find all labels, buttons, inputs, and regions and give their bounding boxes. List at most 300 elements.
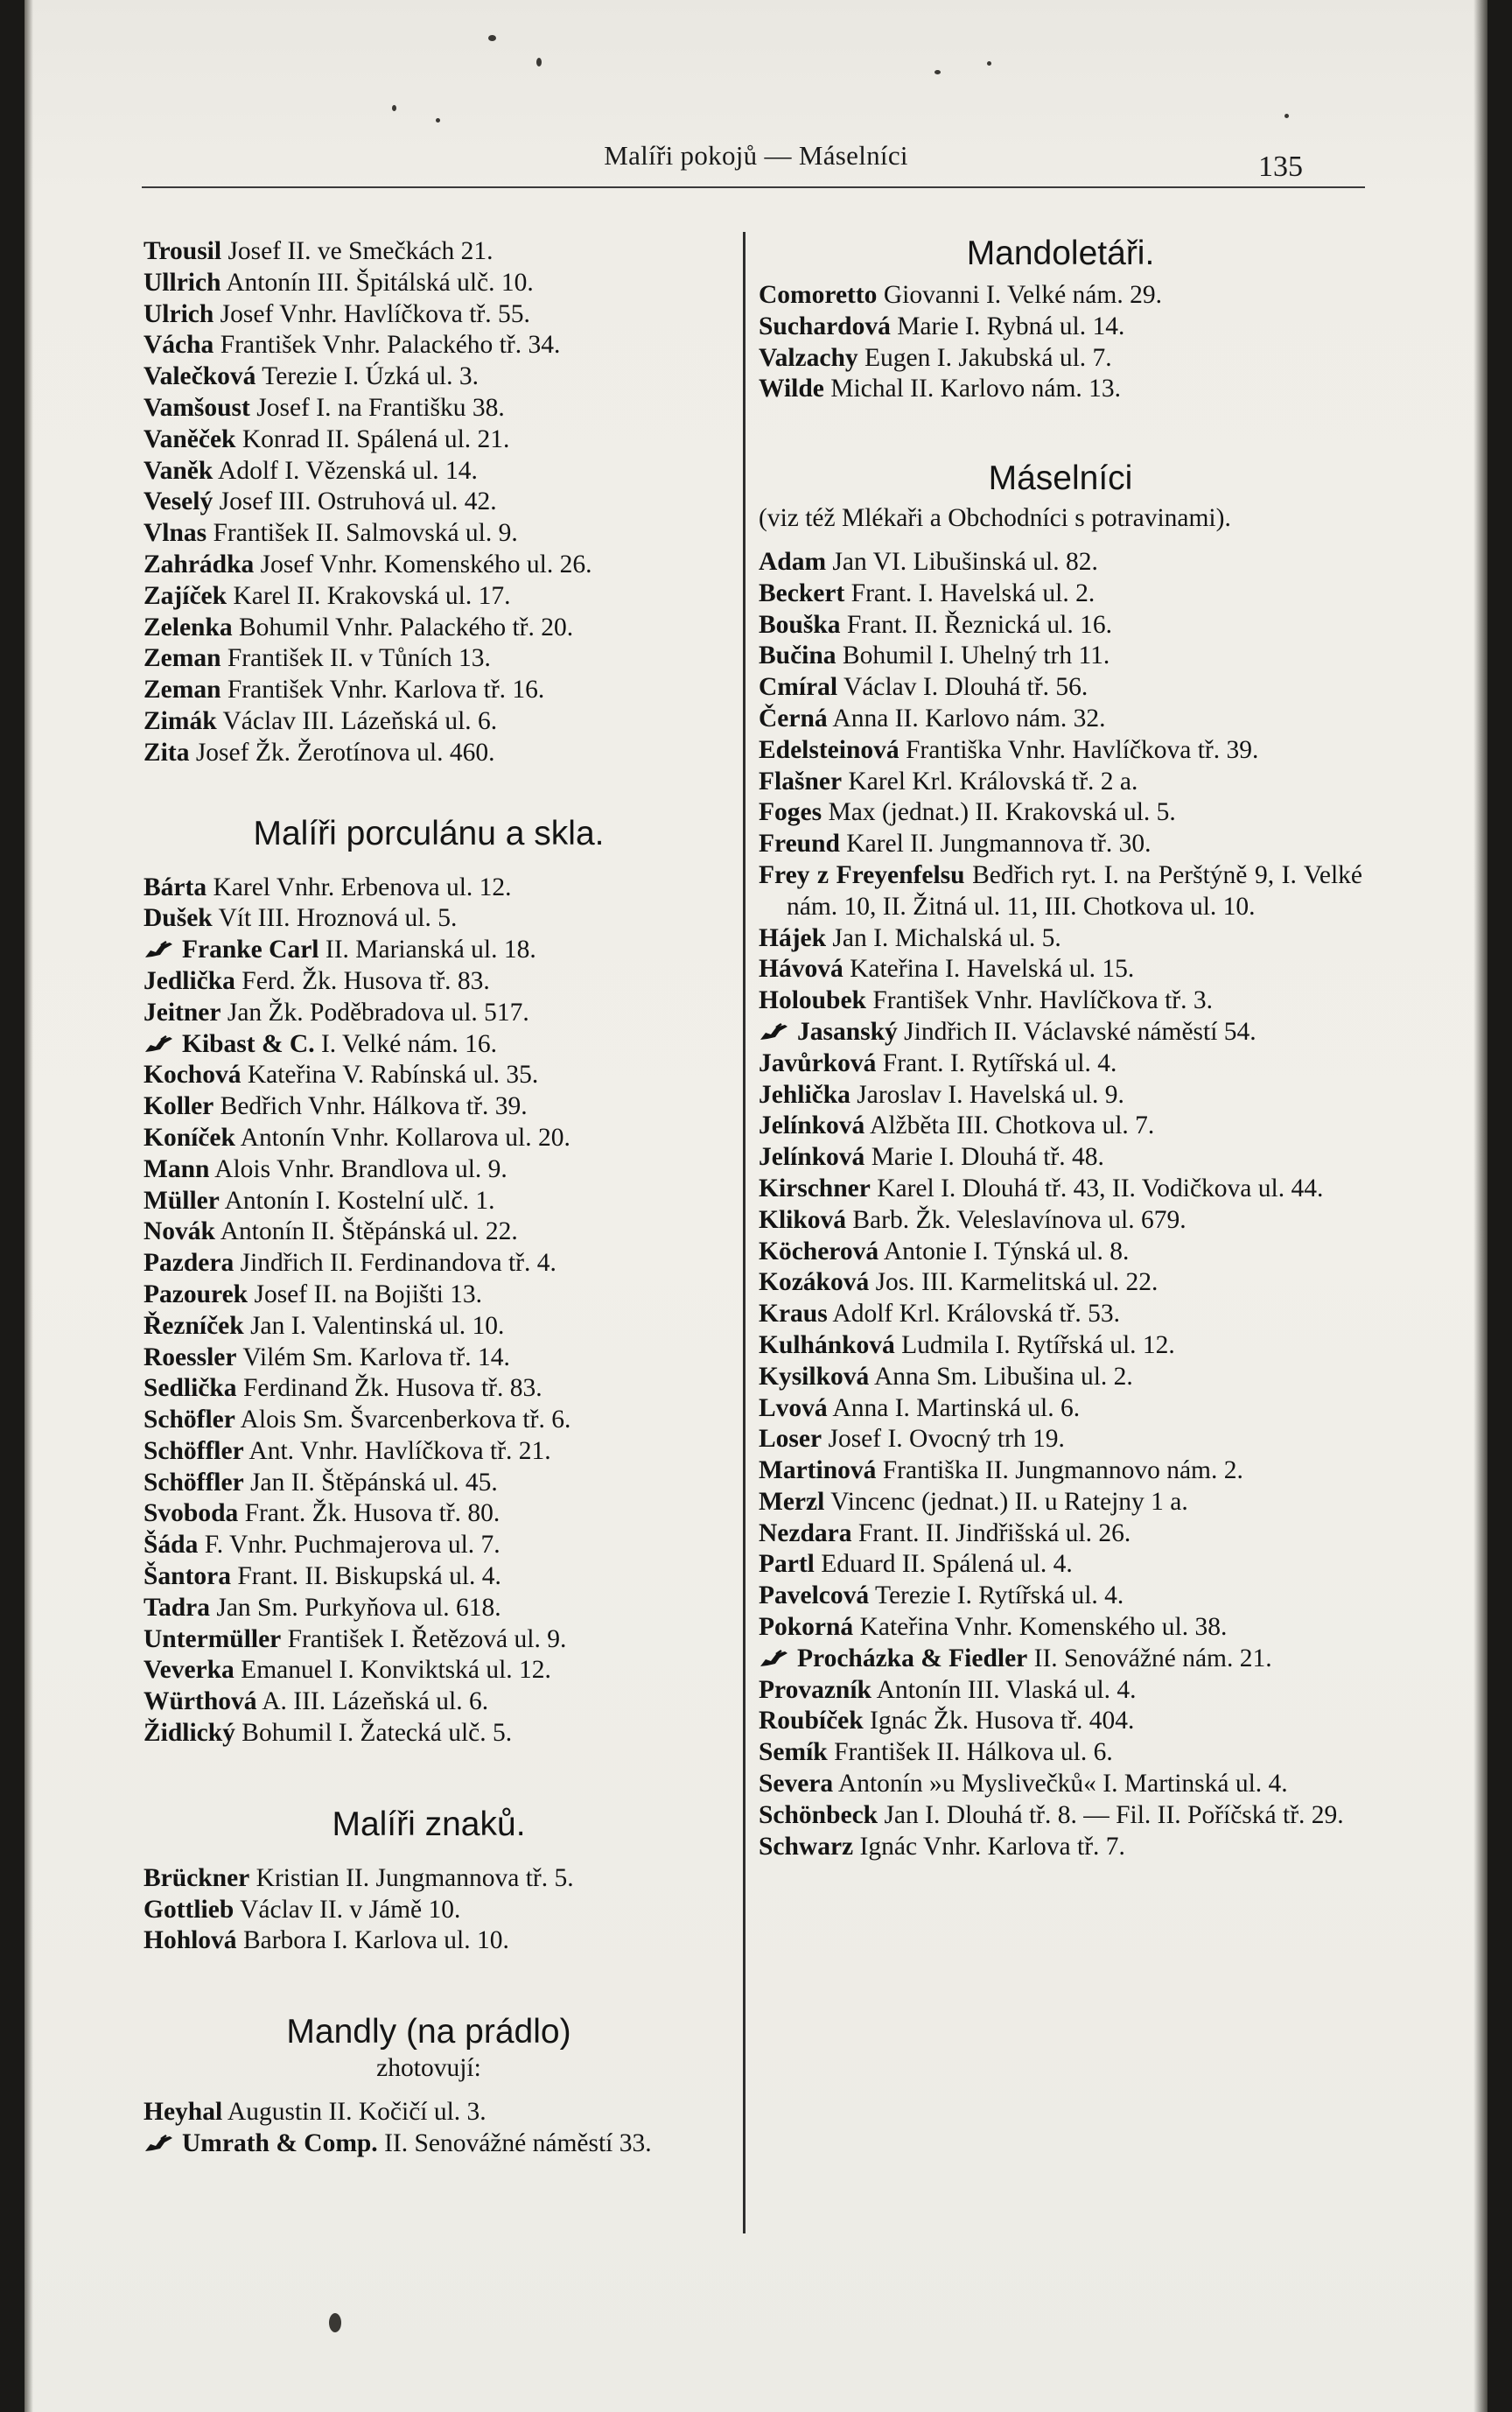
entry-name: Schöffler <box>144 1436 244 1465</box>
entry-details: Michal II. Karlovo nám. 13. <box>823 375 1122 403</box>
entry-name: Jelínková <box>759 1111 865 1140</box>
entry-name: Köcherová <box>759 1237 879 1266</box>
directory-entry <box>759 1174 1362 1205</box>
entry-name: Javůrková <box>759 1048 877 1077</box>
directory-entry <box>144 550 714 581</box>
entry-name: Hohlová <box>144 1926 237 1955</box>
entry-details: Josef I. Ovocný trh 19. <box>822 1425 1065 1454</box>
entry-name: Veselý <box>144 487 214 516</box>
entry-details: Jos. III. Karmelitská ul. 22. <box>869 1268 1158 1297</box>
pointing-hand-icon <box>144 940 175 959</box>
directory-entry <box>144 1280 714 1311</box>
entry-name: Severa <box>759 1770 834 1798</box>
directory-entry <box>144 2128 714 2160</box>
directory-entry <box>759 1330 1362 1362</box>
directory-entry <box>144 1530 714 1561</box>
entry-details: Josef Vnhr. Komenského ul. 26. <box>254 550 592 578</box>
directory-entry <box>759 829 1362 860</box>
left-column <box>144 236 714 2160</box>
directory-entry <box>759 547 1362 578</box>
entry-details: Josef Vnhr. Havlíčkova tř. 55. <box>214 299 530 328</box>
entry-details: Ferd. Žk. Husova tř. 83. <box>234 966 490 995</box>
entry-name: Martinová <box>759 1456 877 1485</box>
entry-details: Jindřich II. Ferdinandova tř. 4. <box>234 1249 556 1278</box>
entry-details: Alois Sm. Švarcenberkova tř. 6. <box>234 1406 571 1434</box>
entry-details: František II. Hálkova ul. 6. <box>827 1738 1113 1767</box>
entry-details: Jan I. Valentinská ul. 10. <box>243 1311 505 1340</box>
entry-name: Kochová <box>144 1061 242 1090</box>
section-subtitle-mangles: zhotovují: <box>376 2054 481 2083</box>
entry-details: Frant. Žk. Husova tř. 80. <box>238 1499 500 1528</box>
directory-entry <box>759 1424 1362 1455</box>
entry-name: Partl <box>759 1550 815 1579</box>
running-head: Malíři pokojů — Máselníci <box>604 140 908 171</box>
entry-name: Edelsteinová <box>759 735 900 764</box>
entry-name: Merzl <box>759 1487 825 1516</box>
entry-details: Barb. Žk. Veleslavínova ul. 679. <box>846 1205 1186 1234</box>
entry-name: Kulhánková <box>759 1330 895 1359</box>
directory-entry <box>144 1217 714 1248</box>
entry-details: Josef I. na Františku 38. <box>249 393 505 422</box>
directory-entry <box>759 641 1362 672</box>
directory-entry <box>759 1549 1362 1581</box>
entry-name: Židlický <box>144 1719 235 1748</box>
directory-entry <box>144 393 714 424</box>
entry-details: Terezie I. Rytířská ul. 4. <box>869 1581 1124 1610</box>
entry-details: Frant. II. Biskupská ul. 4. <box>230 1562 501 1591</box>
entry-name: Cmíral <box>759 673 838 702</box>
directory-entry <box>144 330 714 361</box>
entry-details: Ludmila I. Rytířská ul. 12. <box>894 1330 1175 1359</box>
directory-entry <box>144 581 714 613</box>
directory-entry <box>759 610 1362 642</box>
entry-name: Schöfler <box>144 1406 235 1434</box>
entry-details: Anna Sm. Libušina ul. 2. <box>869 1362 1133 1391</box>
entry-details: Karel Vnhr. Erbenova ul. 12. <box>206 873 512 901</box>
page-edge-shadow-right <box>1474 0 1488 2412</box>
entry-details: A. III. Lázeňská ul. 6. <box>256 1687 489 1716</box>
entry-name: Heyhal <box>144 2098 223 2127</box>
mangle-makers-list <box>144 2097 714 2160</box>
entry-name: Tadra <box>144 1593 210 1622</box>
directory-entry <box>759 1299 1362 1330</box>
entry-details: Antonín III. Vlaská ul. 4. <box>871 1675 1137 1704</box>
ink-speck <box>1284 114 1289 118</box>
entry-details: Frant. II. Jindřišská ul. 26. <box>851 1518 1131 1547</box>
entry-details: Antonín I. Kostelní ulč. 1. <box>219 1186 495 1215</box>
directory-entry <box>144 1498 714 1530</box>
section-note-butter-merchants: (viz též Mlékaři a Obchodníci s potravinami). <box>759 504 1231 533</box>
directory-entry <box>144 675 714 706</box>
entry-name: Vaněk <box>144 456 214 485</box>
directory-entry <box>144 613 714 644</box>
directory-entry <box>759 1644 1362 1675</box>
entry-name: Jasanský <box>797 1017 898 1046</box>
entry-name: Zajíček <box>144 581 228 610</box>
directory-entry <box>144 966 714 998</box>
directory-entry <box>759 985 1362 1017</box>
directory-entry <box>759 735 1362 767</box>
entry-details: Josef Žk. Žerotínova ul. 460. <box>189 738 495 767</box>
entry-name: Procházka & Fiedler <box>797 1644 1028 1672</box>
entry-details: Giovanni I. Velké nám. 29. <box>877 281 1162 309</box>
entry-name: Zimák <box>144 706 217 735</box>
entry-name: Kliková <box>759 1205 846 1234</box>
directory-entry <box>144 1925 714 1957</box>
directory-entry <box>144 998 714 1029</box>
directory-entry <box>759 1675 1362 1707</box>
entry-name: Würthová <box>144 1687 257 1716</box>
entry-name: Comoretto <box>759 281 878 309</box>
directory-entry <box>759 797 1362 829</box>
directory-entry <box>144 1373 714 1405</box>
directory-entry <box>759 1769 1362 1800</box>
mandolin-makers-list <box>759 280 1362 405</box>
directory-entry <box>759 1518 1362 1550</box>
entry-name: Freund <box>759 830 840 859</box>
directory-entry <box>759 860 1362 923</box>
entry-details: Jan I. Michalská ul. 5. <box>826 923 1061 952</box>
entry-name: Gottlieb <box>144 1895 234 1924</box>
entry-name: Vlnas <box>144 519 207 548</box>
directory-entry <box>759 1205 1362 1237</box>
entry-details: Terezie I. Úzká ul. 3. <box>256 362 479 391</box>
entry-details: Jindřich II. Václavské náměstí 54. <box>897 1017 1256 1046</box>
directory-entry <box>759 343 1362 375</box>
entry-details: Bohumil I. Uhelný trh 11. <box>836 642 1110 670</box>
section-heading-mandolin-makers: Mandoletáři. <box>966 235 1155 272</box>
directory-entry <box>144 1186 714 1217</box>
entry-name: Jedlička <box>144 966 235 995</box>
entry-details: Antonín III. Špitálská ulč. 10. <box>220 268 534 297</box>
ink-speck <box>488 35 496 41</box>
directory-entry <box>759 1832 1362 1863</box>
directory-entry <box>144 1718 714 1749</box>
directory-entry <box>144 873 714 904</box>
directory-entry <box>759 1487 1362 1518</box>
entry-name: Franke Carl <box>182 936 319 964</box>
ink-speck <box>536 58 542 67</box>
section-heading-porcelain-glass-painters: Malíři porculánu a skla. <box>253 814 605 852</box>
entry-details: Josef II. ve Smečkách 21. <box>221 237 494 265</box>
entry-name: Umrath & Comp. <box>182 2128 378 2157</box>
entry-details: Augustin II. Kočičí ul. 3. <box>222 2098 486 2127</box>
entry-details: Ignác Žk. Husova tř. 404. <box>863 1707 1135 1735</box>
directory-entry <box>759 374 1362 405</box>
entry-details: Vít III. Hroznová ul. 5. <box>212 904 458 933</box>
section-heading-butter-merchants: Máselníci <box>988 459 1133 498</box>
directory-entry <box>759 1737 1362 1769</box>
entry-details: Václav II. v Jámě 10. <box>234 1895 461 1924</box>
entry-name: Černá <box>759 704 828 733</box>
malíři-pokojů-list <box>144 236 714 769</box>
directory-entry <box>144 299 714 331</box>
entry-name: Veverka <box>144 1656 234 1685</box>
entry-name: Šantora <box>144 1562 231 1591</box>
directory-entry <box>759 578 1362 610</box>
ink-speck <box>436 118 440 123</box>
directory-entry <box>144 1624 714 1656</box>
entry-name: Zahrádka <box>144 550 255 578</box>
entry-details: Josef II. na Bojišti 13. <box>248 1280 483 1308</box>
directory-entry <box>144 1436 714 1468</box>
entry-details: II. Senovážné nám. 21. <box>1027 1644 1272 1672</box>
entry-details: Ignác Vnhr. Karlova tř. 7. <box>853 1832 1125 1861</box>
directory-entry <box>144 706 714 738</box>
entry-details: Ferdinand Žk. Husova tř. 83. <box>236 1374 542 1403</box>
butter-merchants-list <box>759 547 1362 1862</box>
entry-name: Roubíček <box>759 1707 864 1735</box>
entry-name: Dušek <box>144 904 213 933</box>
entry-name: Zita <box>144 738 190 767</box>
directory-entry <box>759 954 1362 985</box>
directory-entry <box>144 1029 714 1061</box>
directory-entry <box>144 268 714 299</box>
directory-entry <box>144 1060 714 1091</box>
entry-name: Flašner <box>759 767 843 796</box>
entry-details: Jan Sm. Purkyňova ul. 618. <box>209 1593 501 1622</box>
entry-name: Müller <box>144 1186 220 1215</box>
entry-name: Bárta <box>144 873 207 901</box>
entry-details: I. Velké nám. 16. <box>314 1029 497 1058</box>
entry-details: Konrad II. Spálená ul. 21. <box>235 424 510 453</box>
entry-name: Bouška <box>759 610 841 639</box>
entry-details: Jaroslav I. Havelská ul. 9. <box>850 1080 1124 1109</box>
directory-entry <box>144 518 714 550</box>
ink-speck <box>329 2313 341 2332</box>
directory-entry <box>759 1393 1362 1425</box>
entry-details: Antonín II. Štěpánská ul. 22. <box>214 1217 518 1246</box>
directory-entry <box>759 1048 1362 1080</box>
directory-entry <box>759 1080 1362 1111</box>
entry-name: Řezníček <box>144 1311 244 1340</box>
entry-details: Jan Žk. Poděbradova ul. 517. <box>220 998 529 1027</box>
section-heading-mangles: Mandly (na prádlo) <box>286 2013 571 2051</box>
entry-details: Jan I. Dlouhá tř. 8. — Fil. II. Poříčská tř. 29. <box>878 1800 1344 1829</box>
entry-name: Mann <box>144 1154 210 1183</box>
directory-entry <box>144 1686 714 1718</box>
entry-details: Frant. II. Řeznická ul. 16. <box>840 610 1112 639</box>
pointing-hand-icon <box>759 1649 790 1668</box>
directory-entry <box>759 312 1362 343</box>
entry-details: František Vnhr. Palackého tř. 34. <box>214 331 561 360</box>
entry-details: Antonín »u Myslivečků« I. Martinská ul. 4. <box>833 1770 1288 1798</box>
entry-name: Untermüller <box>144 1624 282 1653</box>
entry-details: Anna I. Martinská ul. 6. <box>827 1393 1081 1422</box>
pointing-hand-icon <box>144 2134 175 2153</box>
entry-details: František Vnhr. Havlíčkova tř. 3. <box>865 986 1213 1015</box>
entry-name: Foges <box>759 798 822 827</box>
directory-entry <box>144 1405 714 1436</box>
directory-entry <box>144 1468 714 1499</box>
entry-details: Adolf Krl. Královská tř. 53. <box>827 1300 1120 1329</box>
entry-name: Schöffler <box>144 1468 244 1497</box>
entry-details: Bohumil I. Žatecká ulč. 5. <box>234 1719 513 1748</box>
entry-name: Novák <box>144 1217 215 1246</box>
entry-name: Schwarz <box>759 1832 854 1861</box>
entry-details: F. Vnhr. Puchmajerova ul. 7. <box>198 1531 500 1560</box>
directory-entry <box>144 1311 714 1343</box>
header-rule <box>142 186 1365 188</box>
directory-entry <box>144 643 714 675</box>
pointing-hand-icon <box>144 1034 175 1054</box>
sign-painters-list <box>144 1863 714 1957</box>
directory-entry <box>759 1362 1362 1393</box>
entry-details: Karel I. Dlouhá tř. 43, II. Vodičkova ul. 44. <box>870 1174 1324 1202</box>
entry-name: Brückner <box>144 1863 250 1892</box>
entry-name: Sedlička <box>144 1374 237 1403</box>
directory-entry <box>759 1111 1362 1142</box>
directory-entry <box>759 1706 1362 1737</box>
directory-entry <box>759 1800 1362 1832</box>
entry-name: Kirschner <box>759 1174 871 1202</box>
entry-details: Eugen I. Jakubská ul. 7. <box>858 343 1112 372</box>
entry-details: Karel Krl. Královská tř. 2 a. <box>842 767 1138 796</box>
entry-details: Kateřina I. Havelská ul. 15. <box>843 955 1135 984</box>
entry-name: Lvová <box>759 1393 828 1422</box>
pointing-hand-icon <box>759 1022 790 1041</box>
entry-name: Nezdara <box>759 1518 852 1547</box>
entry-details: Františka II. Jungmannovo nám. 2. <box>876 1456 1243 1485</box>
porcelain-painters-list <box>144 873 714 1749</box>
entry-details: Antonín Vnhr. Kollarova ul. 20. <box>234 1123 570 1152</box>
entry-details: František II. v Tůních 13. <box>220 644 491 673</box>
entry-details: František I. Řetězová ul. 9. <box>281 1624 567 1653</box>
entry-name: Frey z Freyenfelsu <box>759 860 965 889</box>
directory-entry <box>759 1267 1362 1299</box>
entry-name: Jehlička <box>759 1080 850 1109</box>
entry-name: Schönbeck <box>759 1800 878 1829</box>
entry-details: Marie I. Dlouhá tř. 48. <box>864 1143 1104 1172</box>
directory-entry <box>759 1237 1362 1268</box>
entry-name: Beckert <box>759 578 845 607</box>
entry-details: Adolf I. Vězenská ul. 14. <box>213 456 478 485</box>
entry-details: Bedřich ryt. I. na Perštýně 9, I. Velké nám. 10, II. Žitná ul. 11, III. Chotkova ul. 10. <box>787 860 1362 921</box>
entry-name: Kysilková <box>759 1362 870 1391</box>
entry-details: Emanuel I. Konviktská ul. 12. <box>234 1656 551 1685</box>
entry-name: Provazník <box>759 1675 872 1704</box>
ink-speck <box>934 70 941 74</box>
entry-details: Bohumil Vnhr. Palackého tř. 20. <box>232 613 574 642</box>
directory-entry <box>144 1343 714 1374</box>
entry-name: Zeman <box>144 644 221 673</box>
entry-details: Karel II. Krakovská ul. 17. <box>227 581 511 610</box>
directory-entry <box>144 2097 714 2128</box>
entry-details: Alois Vnhr. Brandlova ul. 9. <box>209 1154 508 1183</box>
directory-entry <box>144 1895 714 1926</box>
entry-name: Zelenka <box>144 613 233 642</box>
page-number: 135 <box>1258 151 1303 183</box>
entry-details: Antonie I. Týnská ul. 8. <box>878 1237 1130 1266</box>
directory-entry <box>144 1593 714 1624</box>
entry-details: Josef III. Ostruhová ul. 42. <box>213 487 497 516</box>
entry-details: Barbora I. Karlova ul. 10. <box>236 1926 509 1955</box>
entry-details: Bedřich Vnhr. Hálkova tř. 39. <box>214 1092 528 1121</box>
directory-entry <box>144 1123 714 1154</box>
entry-details: Max (jednat.) II. Krakovská ul. 5. <box>822 798 1176 827</box>
directory-entry <box>144 487 714 518</box>
entry-details: Vilém Sm. Karlova tř. 14. <box>236 1343 510 1371</box>
entry-name: Kozáková <box>759 1268 870 1297</box>
entry-name: Hávová <box>759 955 844 984</box>
ink-speck <box>392 105 396 111</box>
directory-entry <box>759 672 1362 704</box>
entry-name: Vácha <box>144 331 214 360</box>
directory-entry <box>144 1248 714 1280</box>
entry-name: Ulrich <box>144 299 214 328</box>
entry-name: Loser <box>759 1425 822 1454</box>
entry-name: Semík <box>759 1738 828 1767</box>
directory-entry <box>759 923 1362 955</box>
entry-name: Vaněček <box>144 424 236 453</box>
entry-name: Suchardová <box>759 312 891 340</box>
directory-entry <box>144 738 714 769</box>
entry-name: Wilde <box>759 375 824 403</box>
entry-details: Marie I. Rybná ul. 14. <box>890 312 1125 340</box>
directory-entry <box>144 424 714 456</box>
entry-name: Pazourek <box>144 1280 248 1308</box>
directory-entry <box>144 1154 714 1186</box>
entry-name: Roessler <box>144 1343 237 1371</box>
entry-name: Kibast & C. <box>182 1029 315 1058</box>
entry-name: Adam <box>759 547 827 576</box>
directory-entry <box>144 935 714 966</box>
entry-name: Pokorná <box>759 1613 854 1642</box>
entry-details: Karel II. Jungmannova tř. 30. <box>839 830 1152 859</box>
entry-details: II. Senovážné náměstí 33. <box>377 2128 652 2157</box>
entry-details: Václav III. Lázeňská ul. 6. <box>216 706 498 735</box>
book-page <box>24 0 1488 2412</box>
entry-name: Valzachy <box>759 343 858 372</box>
entry-name: Hájek <box>759 923 827 952</box>
entry-name: Valečková <box>144 362 256 391</box>
entry-details: Jan VI. Libušinská ul. 82. <box>826 547 1098 576</box>
section-heading-sign-painters: Malíři znaků. <box>332 1805 526 1843</box>
entry-details: Jan II. Štěpánská ul. 45. <box>243 1468 498 1497</box>
directory-entry <box>144 361 714 393</box>
right-column <box>759 236 1362 1862</box>
directory-entry <box>759 704 1362 735</box>
directory-entry <box>759 1581 1362 1612</box>
column-divider <box>743 232 746 2233</box>
page-edge-shadow-left <box>24 0 33 2412</box>
entry-name: Svoboda <box>144 1499 239 1528</box>
directory-entry <box>759 1142 1362 1174</box>
entry-name: Koníček <box>144 1123 235 1152</box>
directory-entry <box>759 280 1362 312</box>
entry-details: Vincenc (jednat.) II. u Ratejny 1 a. <box>824 1487 1188 1516</box>
entry-details: Frant. I. Rytířská ul. 4. <box>876 1048 1117 1077</box>
directory-entry <box>144 1091 714 1123</box>
entry-name: Šáda <box>144 1531 199 1560</box>
directory-entry <box>144 1561 714 1593</box>
directory-entry <box>144 1655 714 1686</box>
entry-name: Trousil <box>144 237 222 265</box>
entry-name: Holoubek <box>759 986 866 1015</box>
directory-entry <box>759 1017 1362 1048</box>
entry-details: Kateřina V. Rabínská ul. 35. <box>241 1061 539 1090</box>
directory-entry <box>144 903 714 935</box>
entry-name: Jeitner <box>144 998 221 1027</box>
entry-name: Zeman <box>144 676 221 705</box>
entry-name: Pazdera <box>144 1249 234 1278</box>
entry-name: Vamšoust <box>144 393 250 422</box>
entry-details: Anna II. Karlovo nám. 32. <box>827 704 1106 733</box>
entry-name: Ullrich <box>144 268 221 297</box>
directory-entry <box>759 767 1362 798</box>
entry-details: Kristian II. Jungmannova tř. 5. <box>249 1863 574 1892</box>
entry-details: Kateřina Vnhr. Komenského ul. 38. <box>853 1613 1228 1642</box>
